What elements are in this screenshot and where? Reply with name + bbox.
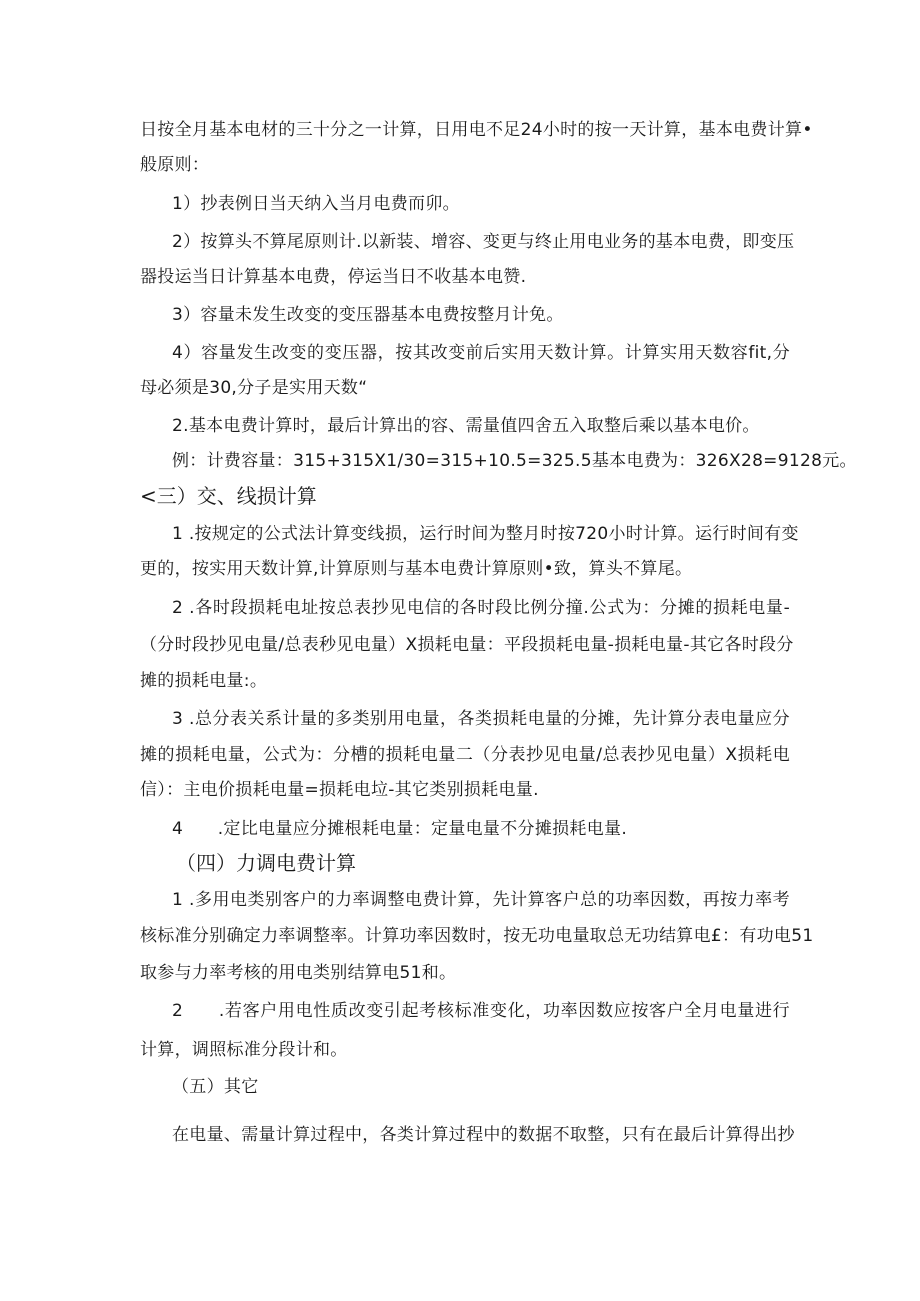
paragraph-line: 计算，调照标准分段计和。	[140, 1040, 348, 1060]
paragraph-line: 在电量、需量计算过程中，各类计算过程中的数据不取整，只有在最后计算得出抄	[172, 1125, 795, 1145]
paragraph-line: 日按全月基本电材的三十分之一计算，日用电不足24小时的按一天计算，基本电费计算•	[140, 120, 813, 140]
example-line: 例：计费容量：315+315X1/30=315+10.5=325.5基本电费为：326X28=9128元。	[172, 451, 857, 471]
paragraph-line: 取参与力率考核的用电类别结算电51和。	[140, 963, 457, 983]
paragraph-line: 器投运当日计算基本电费，停运当日不收基本电赞.	[140, 267, 527, 287]
list-item: 3）容量未发生改变的变压器基本电费按整月计免。	[172, 305, 564, 325]
list-item: 3 .总分表关系计量的多类别用电量，各类损耗电量的分摊，先计算分表电量应分	[172, 709, 790, 729]
paragraph-line: 更的，按实用天数计算,计算原则与基本电费计算原则•致，算头不算尾。	[140, 559, 693, 579]
section-heading: <三）交、线损计算	[140, 484, 317, 508]
list-item: 4）容量发生改变的变压器，按其改变前后实用天数计算。计算实用天数容fit,分	[172, 343, 790, 363]
list-item: 2 .各时段损耗电址按总表抄见电信的各时段比例分撞.公式为：分摊的损耗电量-	[172, 598, 790, 618]
subsection-heading: （五）其它	[172, 1077, 259, 1097]
list-item: 1）抄表例日当天纳入当月电费而卯。	[172, 194, 460, 214]
section-heading: （四）力调电费计算	[176, 851, 356, 875]
list-item: 1 .多用电类别客户的力率调整电费计算，先计算客户总的功率因数，再按力率考	[172, 890, 790, 910]
list-item: 2）按算头不算尾原则计.以新装、增容、变更与终止用电业务的基本电费，即变压	[172, 232, 795, 252]
list-item: 2 .若客户用电性质改变引起考核标准变化，功率因数应按客户全月电量进行	[172, 1001, 790, 1021]
paragraph-line: 般原则：	[140, 155, 210, 175]
list-item: 1 .按规定的公式法计算变线损，运行时间为整月时按720小时计算。运行时间有变	[172, 524, 799, 544]
list-item: 4 .定比电量应分摊根耗电量：定量电量不分摊损耗电量.	[172, 819, 628, 839]
paragraph-line: 信）：主电价损耗电量=损耗电垃-其它类别损耗电量.	[140, 780, 539, 800]
paragraph-line: （分时段抄见电量/总表秒见电量）X损耗电量：平段损耗电量-损耗电量-其它各时段分	[140, 635, 794, 655]
paragraph-line: 摊的损耗电量，公式为：分槽的损耗电量二（分表抄见电量/总表抄见电量）X损耗电	[140, 745, 790, 765]
paragraph-line: 母必须是30,分子是实用天数“	[140, 378, 368, 398]
list-item: 2.基本电费计算时，最后计算出的容、需量值四舍五入取整后乘以基本电价。	[172, 416, 760, 436]
paragraph-line: 摊的损耗电量:。	[140, 671, 268, 691]
paragraph-line: 核标准分别确定力率调整率。计算功率因数时，按无功电量取总无功结算电£：有功电51	[140, 926, 814, 946]
